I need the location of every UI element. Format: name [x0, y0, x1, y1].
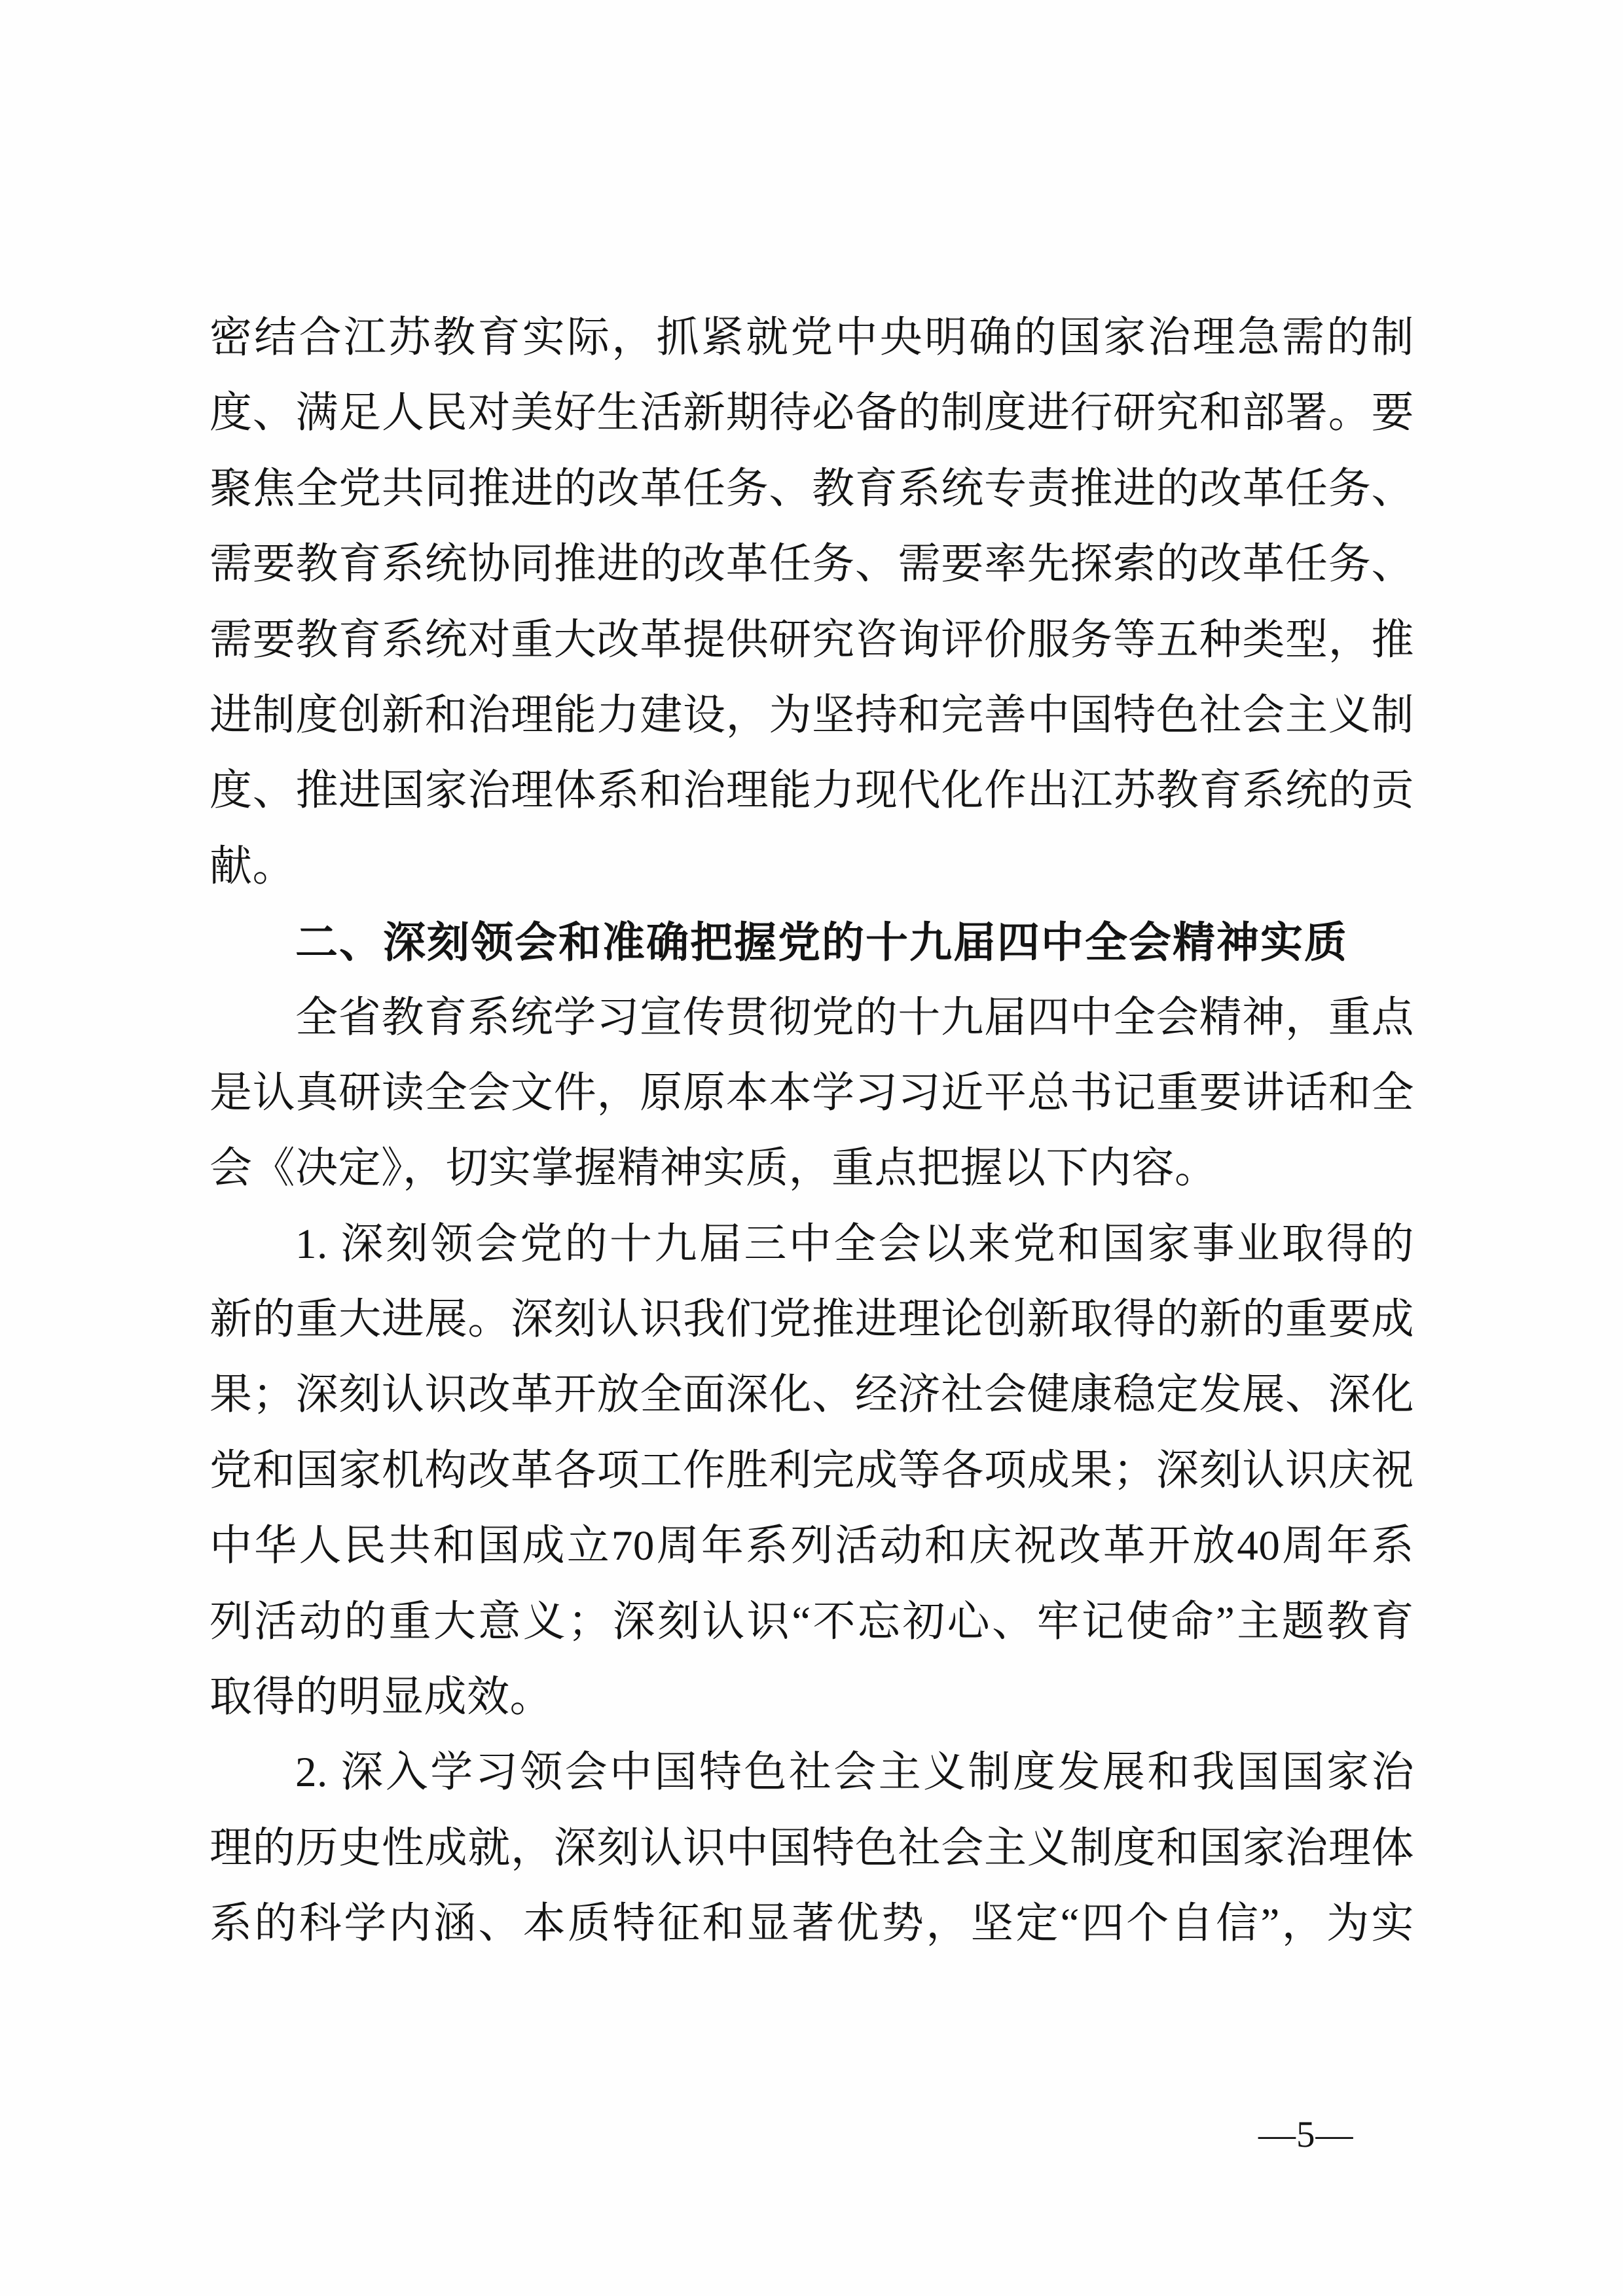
document-body	[210, 300, 1414, 1962]
text-line: 是认真研读全会文件，原原本本学习习近平总书记重要讲话和全	[210, 1069, 1414, 1117]
page-number: —5—	[1258, 2114, 1354, 2155]
text-line: 1. 深刻领会党的十九届三中全会以来党和国家事业取得的	[295, 1220, 1414, 1268]
text-line: 会《决定》，切实掌握精神实质，重点把握以下内容。	[210, 1145, 1218, 1193]
text-line: 新的重大进展。深刻认识我们党推进理论创新取得的新的重要成	[210, 1296, 1414, 1344]
text-line: 理的历史性成就，深刻认识中国特色社会主义制度和国家治理体	[210, 1824, 1414, 1872]
text-line: 2. 深入学习领会中国特色社会主义制度发展和我国国家治	[295, 1749, 1414, 1797]
text-line: 聚焦全党共同推进的改革任务、教育系统专责推进的改革任务、	[210, 465, 1414, 512]
text-line: 果；深刻认识改革开放全面深化、经济社会健康稳定发展、深化	[210, 1371, 1414, 1419]
text-line: 党和国家机构改革各项工作胜利完成等各项成果；深刻认识庆祝	[210, 1446, 1414, 1494]
section-heading: 二、深刻领会和准确把握党的十九届四中全会精神实质	[295, 918, 1349, 967]
text-line: 中华人民共和国成立70周年系列活动和庆祝改革开放40周年系	[210, 1522, 1414, 1570]
text-line: 系的科学内涵、本质特征和显著优势，坚定“四个自信”，为实	[210, 1900, 1414, 1948]
text-line: 度、满足人民对美好生活新期待必备的制度进行研究和部署。要	[210, 389, 1414, 437]
text-line: 全省教育系统学习宣传贯彻党的十九届四中全会精神，重点	[295, 994, 1414, 1041]
text-line: 度、推进国家治理体系和治理能力现代化作出江苏教育系统的贡	[210, 767, 1414, 815]
text-line: 进制度创新和治理能力建设，为坚持和完善中国特色社会主义制	[210, 691, 1414, 739]
text-line: 献。	[210, 842, 296, 890]
text-line: 需要教育系统对重大改革提供研究咨询评价服务等五种类型，推	[210, 616, 1414, 664]
text-line: 需要教育系统协同推进的改革任务、需要率先探索的改革任务、	[210, 541, 1414, 588]
text-line: 取得的明显成效。	[210, 1674, 553, 1721]
text-line: 列活动的重大意义；深刻认识“不忘初心、牢记使命”主题教育	[210, 1598, 1414, 1645]
text-line: 密结合江苏教育实际，抓紧就党中央明确的国家治理急需的制	[210, 314, 1414, 361]
